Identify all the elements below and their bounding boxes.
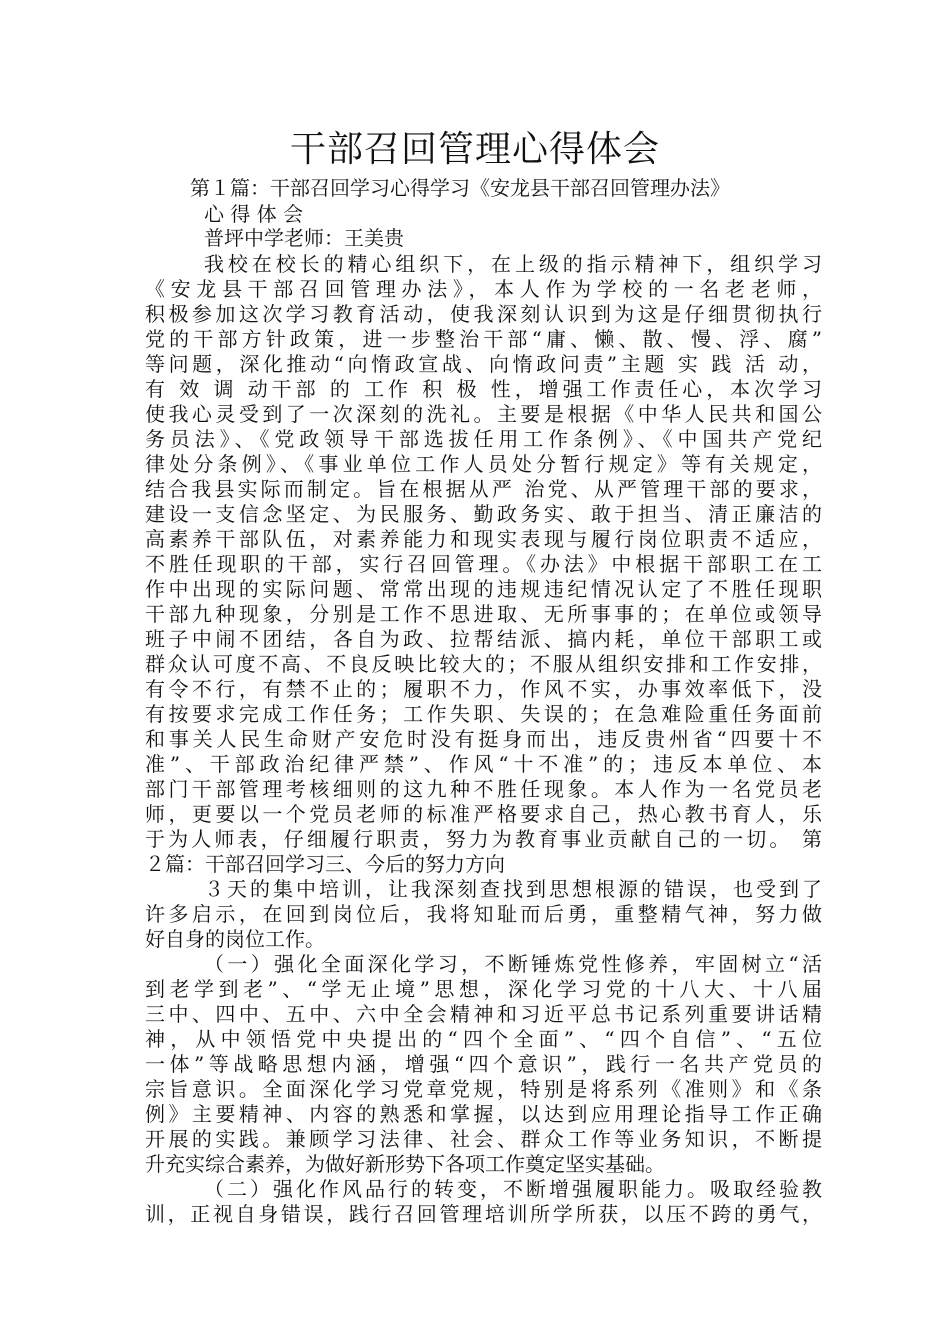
body-line: 积极参加这次学习教育活动，使我深刻认识到为这是仔细贯彻执行 xyxy=(145,302,822,326)
body-line: ２篇：干部召回学习三、今后的努力方向 xyxy=(145,852,505,876)
body-line: 高素养干部队伍，对素养能力和现实表现与履行岗位职责不适应， xyxy=(145,527,822,551)
body-line: 使我心灵受到了一次深刻的洗礼。主要是根据《中华人民共和国公 xyxy=(145,402,822,426)
body-line: 建设一支信念坚定、为民服务、勤政务实、敢于担当、清正廉洁的 xyxy=(145,502,822,526)
body-line: 师，更要以一个党员老师的标准严格要求自己，热心教书育人，乐 xyxy=(145,802,822,826)
document-title: 干部召回管理心得体会 xyxy=(289,129,660,170)
body-line: 宗旨意识。全面深化学习党章党规，特别是将系列《准则》和《条 xyxy=(145,1077,822,1101)
body-line: 准”、干部政治纪律严禁”、作风“十不准”的；违反本单位、本 xyxy=(145,752,822,776)
body-line: 务员法》、《党政领导干部选拔任用工作条例》、《中国共产党纪 xyxy=(145,427,822,451)
body-line: 群众认可度不高、不良反映比较大的；不服从组织安排和工作安排， xyxy=(145,652,822,676)
body-line: 干部九种现象，分别是工作不思进取、无所事事的；在单位或领导 xyxy=(145,602,822,626)
body-line: 部门干部管理考核细则的这九种不胜任现象。本人作为一名党员老 xyxy=(145,777,822,801)
body-line: 升充实综合素养，为做好新形势下各项工作奠定坚实基础。 xyxy=(145,1152,665,1176)
body-line: 许多启示，在回到岗位后，我将知耻而后勇，重整精气神，努力做 xyxy=(145,902,822,926)
body-line: 普坪中学老师：王美贵 xyxy=(204,226,404,250)
body-line: 有按要求完成工作任务；工作失职、失误的；在急难险重任务面前 xyxy=(145,702,822,726)
body-line: ３天的集中培训，让我深刻查找到思想根源的错误，也受到了 xyxy=(204,877,822,901)
body-line: 有令不行，有禁不止的；履职不力，作风不实，办事效率低下，没 xyxy=(145,677,822,701)
body-line: 班子中闹不团结，各自为政、拉帮结派、搞内耗，单位干部职工或 xyxy=(145,627,822,651)
body-line: 党的干部方针政策，进一步整治干部“庸、懒、散、慢、浮、腐” xyxy=(145,327,822,351)
body-line: 有 效 调 动干部 的 工作 积 极 性，增强工作责任心，本次学习 xyxy=(145,377,822,401)
body-line: 训，正视自身错误，践行召回管理培训所学所获，以压不跨的勇气， xyxy=(145,1202,822,1226)
body-line: 神，从中领悟党中央提出的“四个全面”、“四个自信”、“五位 xyxy=(145,1027,822,1051)
body-line: （二）强化作风品行的转变，不断增强履职能力。吸取经验教 xyxy=(204,1177,822,1201)
body-line: 和事关人民生命财产安危时没有挺身而出，违反贵州省“四要十不 xyxy=(145,727,822,751)
body-line: 不胜任现职的干部，实行召回管理。《办法》中根据干部职工在工 xyxy=(145,552,822,576)
body-line: 第１篇：干部召回学习心得学习《安龙县干部召回管理办法》 xyxy=(190,176,730,200)
body-line: 于为人师表，仔细履行职责，努力为教育事业贡献自己的一切。 第 xyxy=(145,827,822,851)
body-line: 结合我县实际而制定。旨在根据从严 治党、从严管理干部的要求， xyxy=(145,477,822,501)
body-line: 例》主要精神、内容的熟悉和掌握，以达到应用理论指导工作正确 xyxy=(145,1102,822,1126)
body-line: 我校在校长的精心组织下，在上级的指示精神下，组织学习 xyxy=(204,252,822,276)
body-line: 开展的实践。兼顾学习法律、社会、群众工作等业务知识，不断提 xyxy=(145,1127,822,1151)
body-line: 《安龙县干部召回管理办法》，本人作为学校的一名老老师， xyxy=(145,277,822,301)
body-line: （一）强化全面深化学习，不断锤炼党性修养，牢固树立“活 xyxy=(204,952,822,976)
body-line: 到老学到老”、“学无止境”思想，深化学习党的十八大、十八届 xyxy=(145,977,822,1001)
body-line: 等问题，深化推动“向惰政宣战、向惰政问责”主题 实 践 活 动， xyxy=(145,352,822,376)
body-line: 一体”等战略思想内涵，增强“四个意识”，践行一名共产党员的 xyxy=(145,1052,822,1076)
body-line: 作中出现的实际问题、常常出现的违规违纪情况认定了不胜任现职 xyxy=(145,577,822,601)
body-line: 心 得 体 会 xyxy=(204,202,304,226)
body-line: 好自身的岗位工作。 xyxy=(145,927,325,951)
body-line: 律处分条例》、《事业单位工作人员处分暂行规定》等有关规定， xyxy=(145,452,822,476)
body-line: 三中、四中、五中、六中全会精神和习近平总书记系列重要讲话精 xyxy=(145,1002,822,1026)
